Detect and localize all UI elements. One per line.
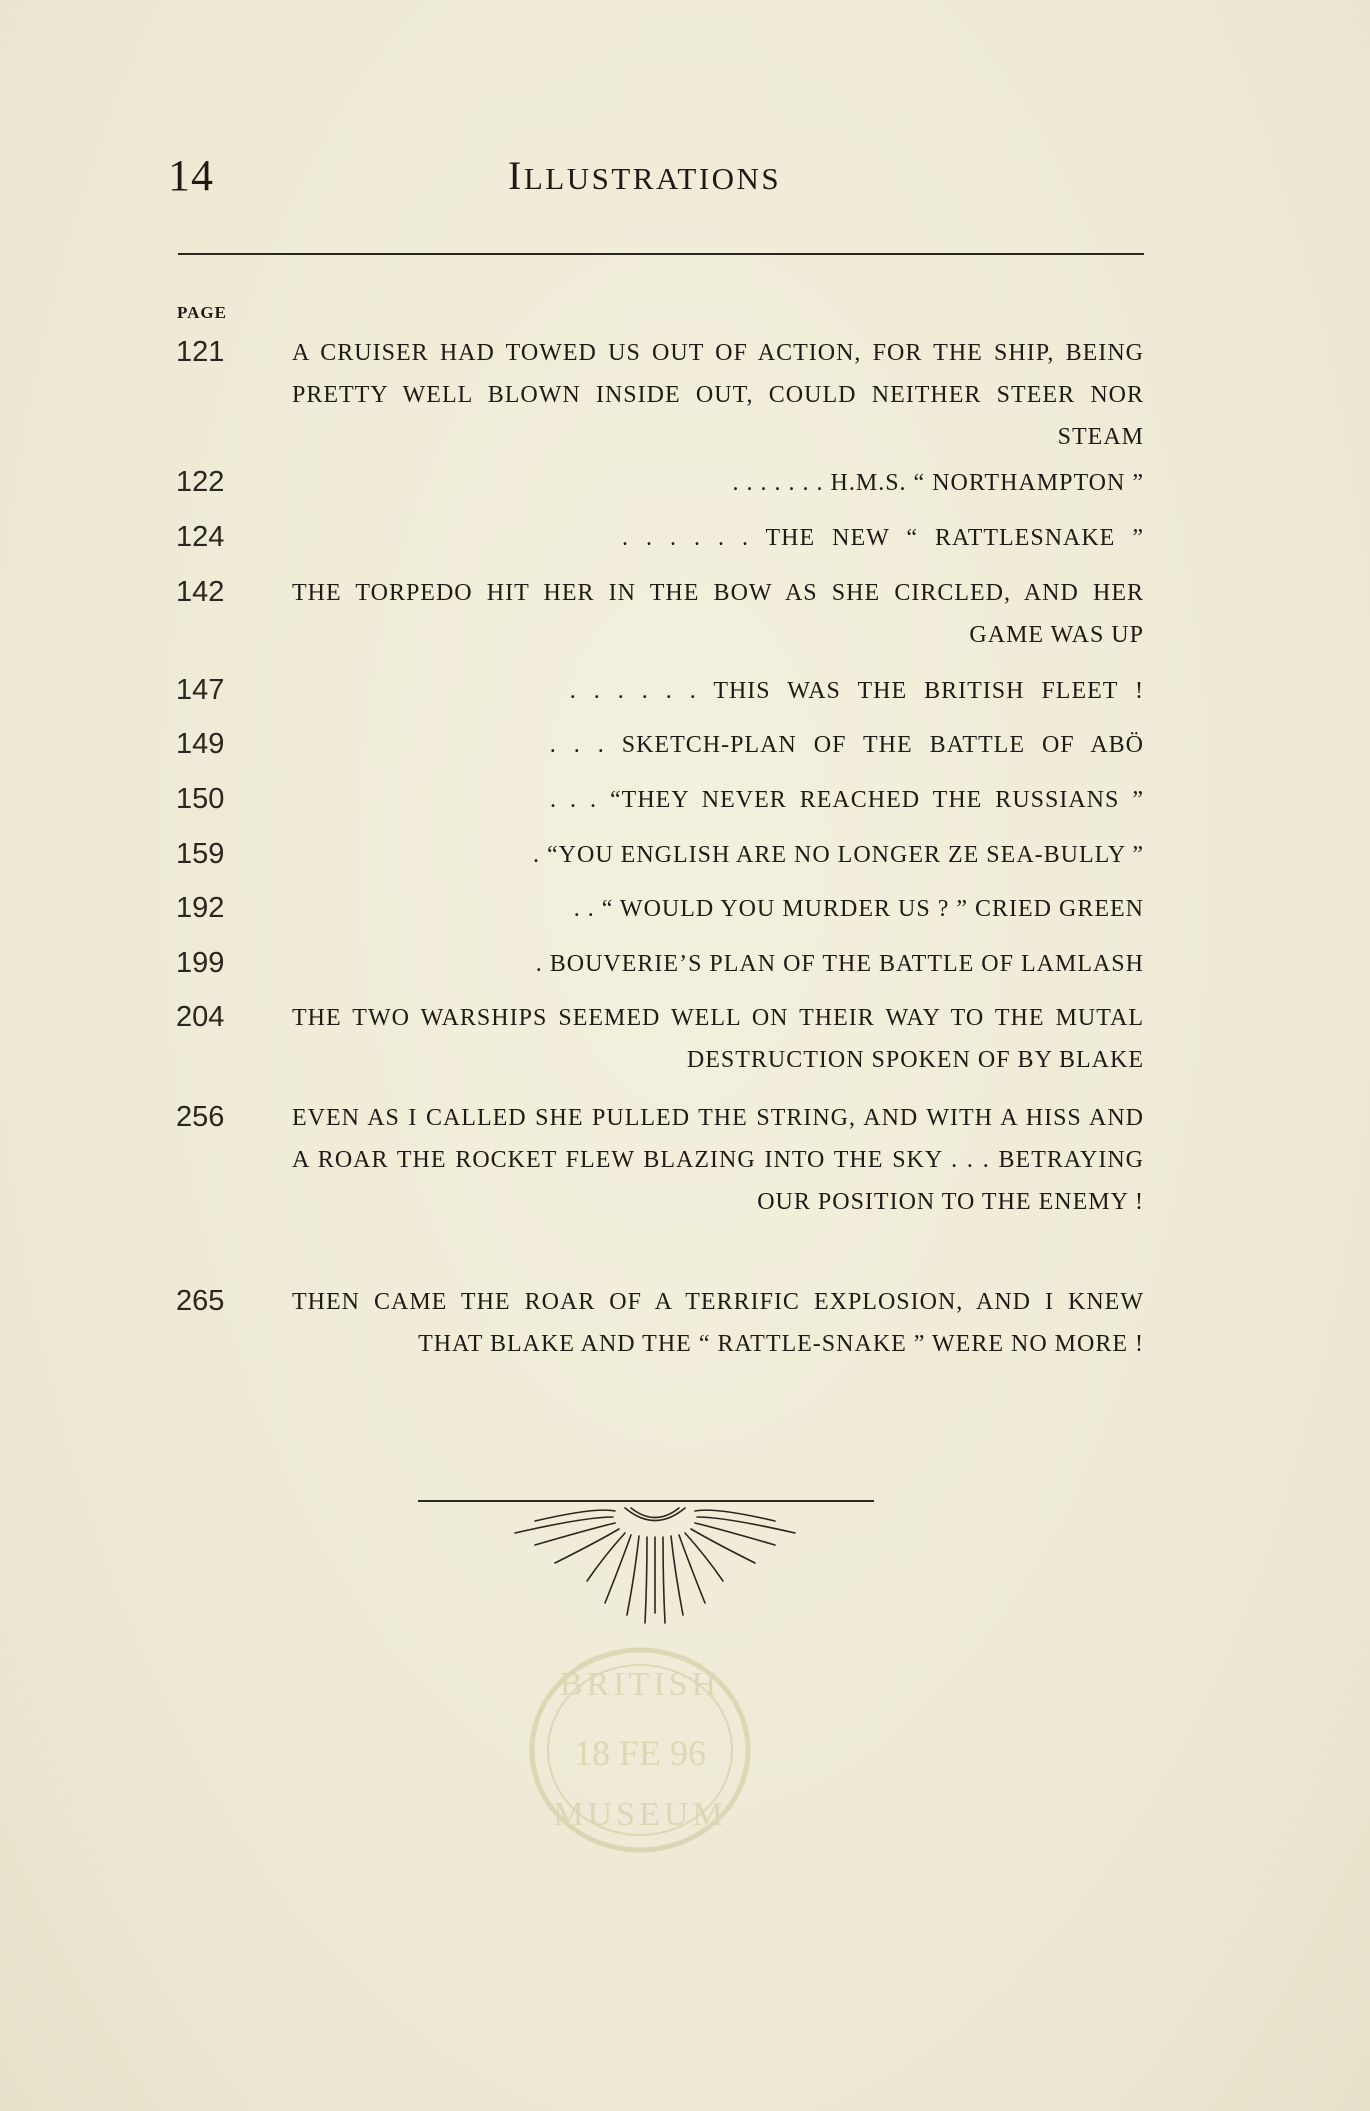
entry-page-number: 192	[176, 892, 225, 924]
entry-page-number: 122	[176, 466, 225, 498]
entry-caption: . . “ WOULD YOU MURDER US ? ” CRIED GREEN	[573, 896, 1144, 922]
entry-page-number: 142	[176, 576, 225, 608]
running-head-rest: LLUSTRATIONS	[523, 161, 782, 196]
header-rule	[178, 253, 1144, 255]
running-head	[508, 152, 781, 199]
stamp-bottom-text: MUSEUM	[553, 1796, 727, 1833]
entry-caption: A CRUISER HAD TOWED US OUT OF ACTION, FOR THE SHIP, BEING PRETTY WELL BLOWN INSIDE OUT, COULD NEITHER STEER NOR STEAM	[292, 340, 1144, 450]
running-head-initial: I	[508, 153, 524, 198]
entry-page-number: 265	[176, 1285, 225, 1317]
entry-page-number: 124	[176, 521, 225, 553]
entry-page-number: 256	[176, 1101, 225, 1133]
entry-caption: THE TORPEDO HIT HER IN THE BOW AS SHE CIRCLED, AND HER GAME WAS UP	[292, 580, 1144, 648]
entry-page-number: 159	[176, 838, 225, 870]
stamp-date: 18 FE 96	[573, 1733, 707, 1773]
museum-stamp	[520, 1640, 760, 1860]
entry-caption: THE TWO WARSHIPS SEEMED WELL ON THEIR WAY TO THE MUTAL DESTRUCTION SPOKEN OF BY BLAKE	[292, 1005, 1144, 1073]
entry-page-number: 150	[176, 783, 225, 815]
entry-caption: THEN CAME THE ROAR OF A TERRIFIC EXPLOSION, AND I KNEW THAT BLAKE AND THE “ RATTLE-SNAKE ” WERE NO MORE !	[292, 1289, 1144, 1357]
entry-caption: . . . . . . THE NEW “ RATTLESNAKE ”	[621, 525, 1144, 551]
entry-page-number: 199	[176, 947, 225, 979]
stamp-top-text: BRITISH	[559, 1666, 721, 1703]
entry-page-number: 147	[176, 674, 225, 706]
entry-page-number: 121	[176, 336, 225, 368]
page-column-label: PAGE	[177, 303, 227, 322]
entry-caption: . . . “THEY NEVER REACHED THE RUSSIANS ”	[550, 787, 1144, 813]
ornament-rule	[418, 1500, 874, 1502]
entry-caption: . . . . . . THIS WAS THE BRITISH FLEET !	[569, 678, 1144, 704]
page-number: 14	[168, 151, 214, 200]
entry-caption: . . . SKETCH-PLAN OF THE BATTLE OF ABÖ	[549, 732, 1144, 758]
sunburst-ornament-icon	[475, 1503, 835, 1628]
entry-caption: . “YOU ENGLISH ARE NO LONGER ZE SEA-BULLY ”	[533, 842, 1144, 868]
entry-caption: . BOUVERIE’S PLAN OF THE BATTLE OF LAMLASH	[535, 951, 1144, 977]
entry-caption: . . . . . . . H.M.S. “ NORTHAMPTON ”	[732, 470, 1144, 496]
entry-caption: EVEN AS I CALLED SHE PULLED THE STRING, AND WITH A HISS AND A ROAR THE ROCKET FLEW BLAZING INTO THE SKY . . . BETRAYING OUR POSITION TO THE ENEMY !	[292, 1105, 1144, 1215]
entry-page-number: 204	[176, 1001, 225, 1033]
entry-page-number: 149	[176, 728, 225, 760]
